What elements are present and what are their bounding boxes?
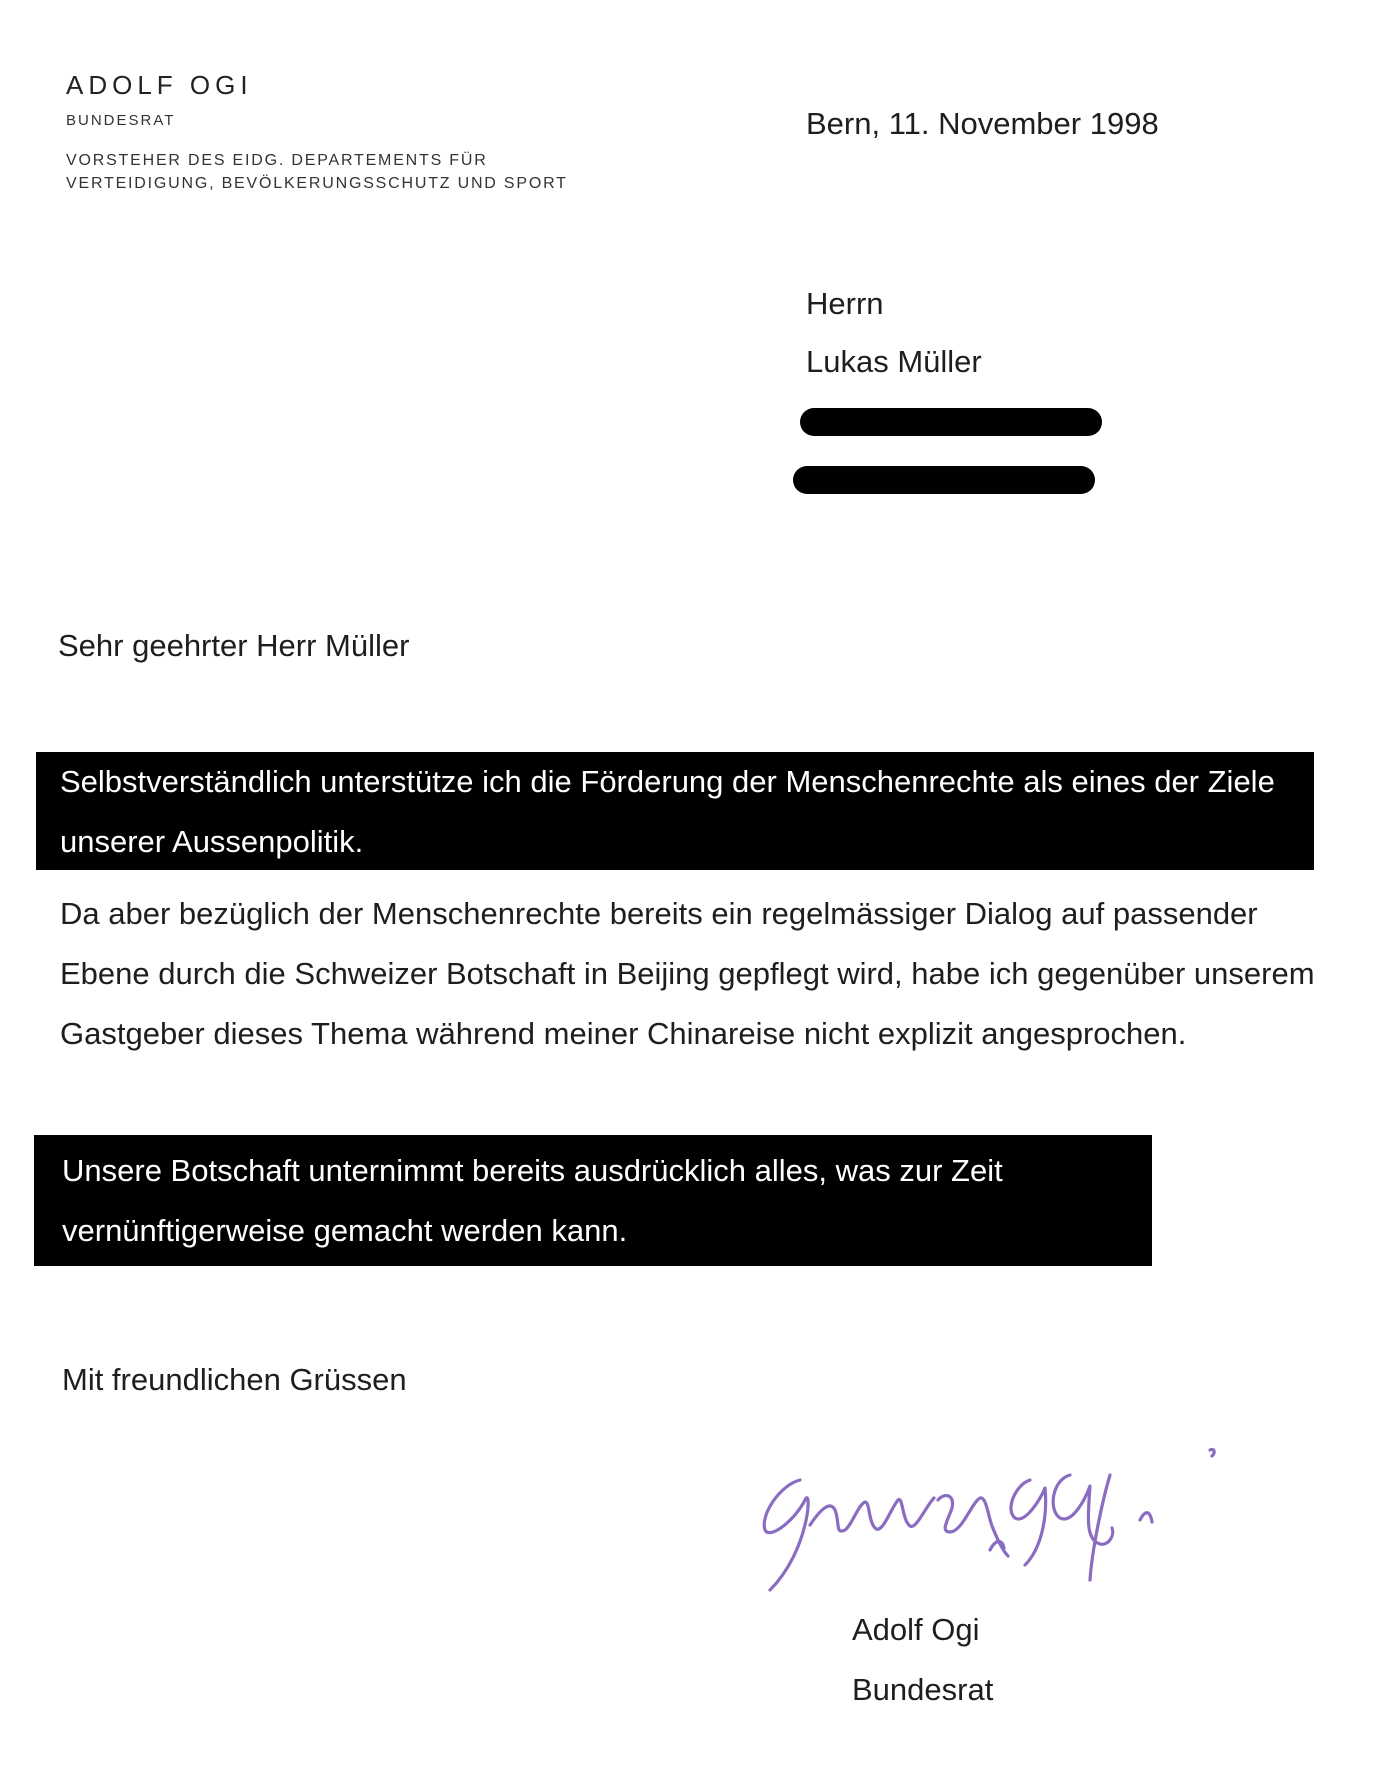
letter-closing: Mit freundlichen Grüssen [62, 1362, 407, 1397]
letterhead-department-line1: VORSTEHER DES EIDG. DEPARTEMENTS FÜR [66, 152, 488, 169]
recipient-salutation-line: Herrn [806, 286, 884, 321]
redacted-address-city [793, 466, 1095, 494]
handwritten-signature [740, 1440, 1320, 1610]
recipient-name: Lukas Müller [806, 344, 982, 379]
body-paragraph-2: Da aber bezüglich der Menschenrechte bereits ein regelmässiger Dialog auf passender Ebene durch die Schweizer Botschaft in Beijing gepflegt wird, habe ich gegenüber unserem Gastgeber dieses Thema während meiner Chinareise nicht explizit angesprochen. [60, 896, 1315, 1051]
signer-name: Adolf Ogi [852, 1612, 980, 1647]
letterhead-department-line2: VERTEIDIGUNG, BEVÖLKERUNGSSCHUTZ UND SPORT [66, 175, 568, 192]
highlighted-paragraph-3: Unsere Botschaft unternimmt bereits ausdrücklich alles, was zur Zeit vernünftigerweise gemacht werden kann. [34, 1135, 1152, 1266]
letter-salutation: Sehr geehrter Herr Müller [58, 628, 410, 663]
letterhead-role: BUNDESRAT [66, 112, 176, 129]
letter-date: Bern, 11. November 1998 [806, 106, 1159, 141]
highlighted-paragraph-1: Selbstverständlich unterstütze ich die Förderung der Menschenrechte als eines der Ziele unserer Aussenpolitik. [36, 752, 1314, 870]
redacted-address-street [800, 408, 1102, 436]
signer-title: Bundesrat [852, 1672, 994, 1707]
letterhead-name: ADOLF OGI [66, 70, 253, 100]
